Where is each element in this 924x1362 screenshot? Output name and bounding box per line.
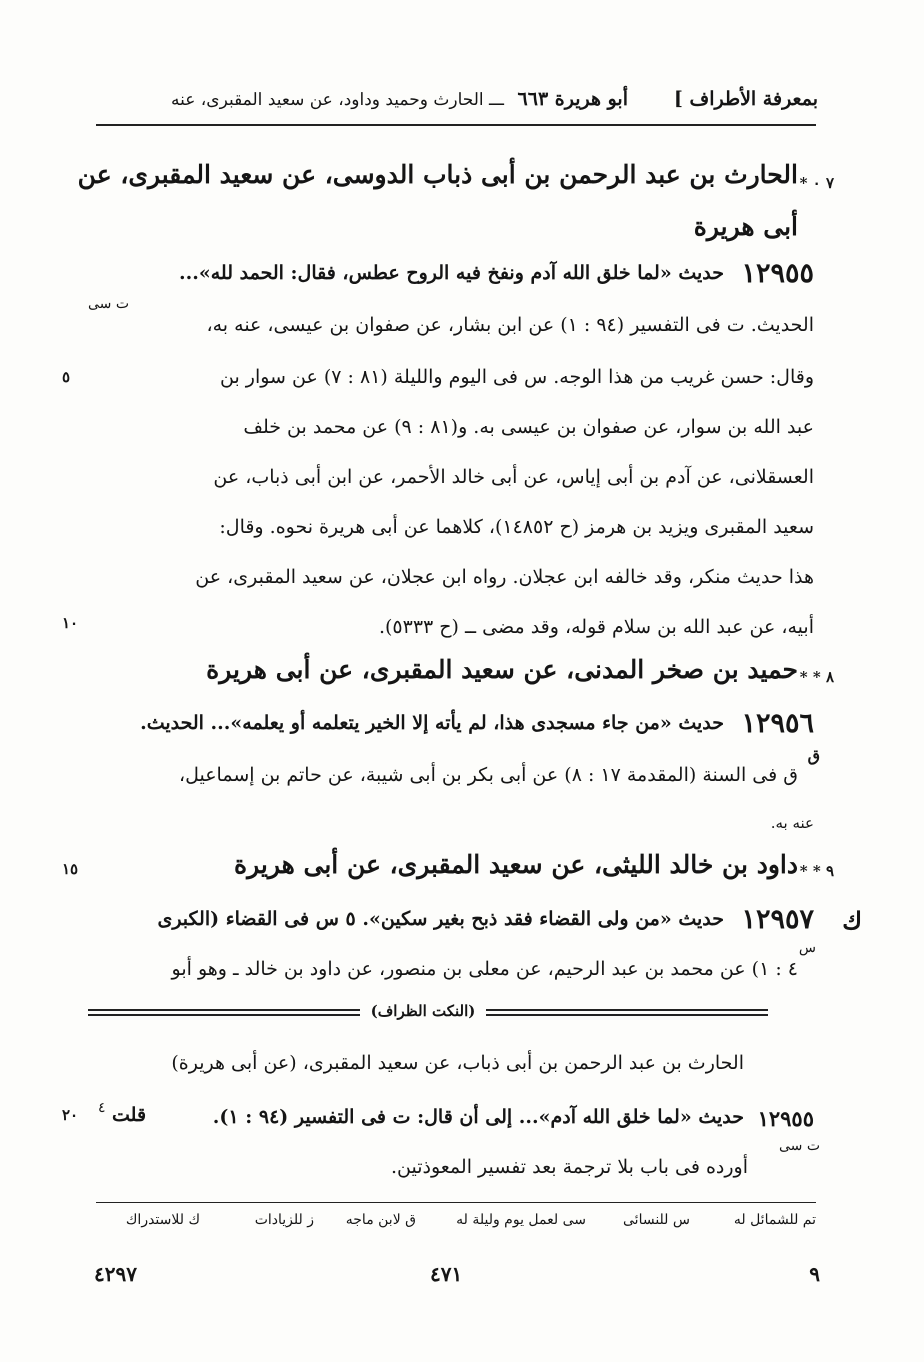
hadith-line: عنه به. <box>770 814 814 832</box>
separator-rule <box>486 1014 768 1016</box>
separator-rule <box>88 1009 360 1011</box>
hadith-text: حديث «لما خلق الله آدم ونفخ فيه الروح عطس، فقال: الحمد لله»... <box>179 262 724 284</box>
line-number: ٥ <box>62 368 71 386</box>
key-tam: تم للشمائل له <box>733 1212 816 1228</box>
hadith-number: ١٢٩٥٦ <box>741 708 814 739</box>
nukat-sigla: ت سى <box>778 1138 820 1154</box>
key-kaf: ك للاستدراك <box>125 1212 200 1228</box>
key-sy: سى لعمل يوم وليلة له <box>456 1212 586 1228</box>
hadith-line: العسقلانى، عن آدم بن أبى إياس، عن أبى خالد الأحمر، عن ابن أبى ذباب، عن <box>213 466 814 488</box>
footer-total-number: ٤٢٩٧ <box>94 1262 137 1286</box>
hadith-sigla: ت سى <box>88 296 130 312</box>
volume-number: ٩ <box>809 1262 820 1286</box>
line-number: ٢٠ <box>62 1106 79 1124</box>
footer-rule <box>96 1202 816 1203</box>
key-sin: س للنسائى <box>623 1212 690 1228</box>
hadith-text: حديث «من ولى القضاء فقد ذبح بغير سكين». ٥ س فى القضاء (الكبرى <box>157 908 724 930</box>
header-section-title: بمعرفة الأطراف ] <box>673 88 818 110</box>
hadith-line: هذا حديث منكر، وقد خالفه ابن عجلان. رواه ابن عجلان، عن سعيد المقبرى، عن <box>195 566 814 588</box>
line-number: ١٠ <box>62 614 79 632</box>
entry-title: أبى هريرة <box>693 212 798 241</box>
hadith-text: حديث «من جاء مسجدى هذا، لم يأته إلا الخير يتعلمه أو يعلمه»... الحديث. <box>140 712 724 734</box>
entry-marker: ٨ * * <box>799 668 834 686</box>
hadith-line: ق فى السنة (المقدمة ١٧ : ٨) عن أبى بكر بن أبى شيبة، عن حاتم بن إسماعيل، <box>178 764 798 786</box>
header-chain: ـــ الحارث وحميد وداود، عن سعيد المقبرى، عنه <box>170 90 504 110</box>
hadith-sigla: س <box>798 940 816 956</box>
separator-rule <box>88 1014 360 1016</box>
hadith-line: ٤ : ١) عن محمد بن عبد الرحيم، عن معلى بن منصور، عن داود بن خالد ـ وهو أبو <box>171 958 798 980</box>
hadith-line: وقال: حسن غريب من هذا الوجه. س فى اليوم والليلة (٨١ : ٧) عن سوار بن <box>220 366 814 388</box>
page-number: ٤٧١ <box>430 1262 463 1286</box>
hadith-line: عبد الله بن سوار، عن صفوان بن عيسى به. و(٨١ : ٩) عن محمد بن خلف <box>243 416 814 438</box>
hadith-line: الحديث. ت فى التفسير (٩٤ : ١) عن ابن بشار، عن صفوان بن عيسى، عنه به، <box>206 314 814 336</box>
key-qaf: ق لابن ماجه <box>345 1212 416 1228</box>
hadith-line: سعيد المقبرى ويزيد بن هرمز (ح ١٤٨٥٢)، كلاهما عن أبى هريرة نحوه. وقال: <box>219 516 814 538</box>
entry-marker: ٩ * * <box>799 862 834 880</box>
line-number: ١٥ <box>62 860 79 878</box>
entry-title: داود بن خالد الليثى، عن سعيد المقبرى، عن أبى هريرة <box>233 850 798 879</box>
nukat-label: (النكت الظراف) <box>370 1002 476 1020</box>
hadith-number: ١٢٩٥٧ <box>741 904 814 935</box>
entry-title: حميد بن صخر المدنى، عن سعيد المقبرى، عن أبى هريرة <box>206 655 798 684</box>
symbol-kaf: ك <box>842 906 862 935</box>
nukat-note: ٤ <box>98 1100 106 1116</box>
nukat-qult: قلت <box>112 1104 147 1126</box>
hadith-number: ١٢٩٥٥ <box>741 258 814 289</box>
header-rule <box>96 124 816 126</box>
hadith-sigla: ق <box>807 746 820 765</box>
nukat-line: أورده فى باب بلا ترجمة بعد تفسير المعوذتين. <box>390 1156 748 1178</box>
entry-marker: ٧ ٠ * <box>799 174 834 192</box>
nukat-line: الحارث بن عبد الرحمن بن أبى ذباب، عن سعيد المقبرى، (عن أبى هريرة) <box>171 1052 744 1074</box>
key-zay: ز للزيادات <box>254 1212 314 1228</box>
header-volume: أبو هريرة ٦٦٣ <box>517 88 628 110</box>
separator-rule <box>486 1009 768 1011</box>
nukat-number: ١٢٩٥٥ <box>757 1106 814 1131</box>
hadith-line: أبيه، عن عبد الله بن سلام قوله، وقد مضى ــ (ح ٥٣٣٣). <box>378 616 814 638</box>
entry-title: الحارث بن عبد الرحمن بن أبى ذباب الدوسى، عن سعيد المقبرى، عن <box>77 160 798 189</box>
nukat-text: حديث «لما خلق الله آدم»... إلى أن قال: ت فى التفسير (٩٤ : ١). <box>212 1106 744 1128</box>
